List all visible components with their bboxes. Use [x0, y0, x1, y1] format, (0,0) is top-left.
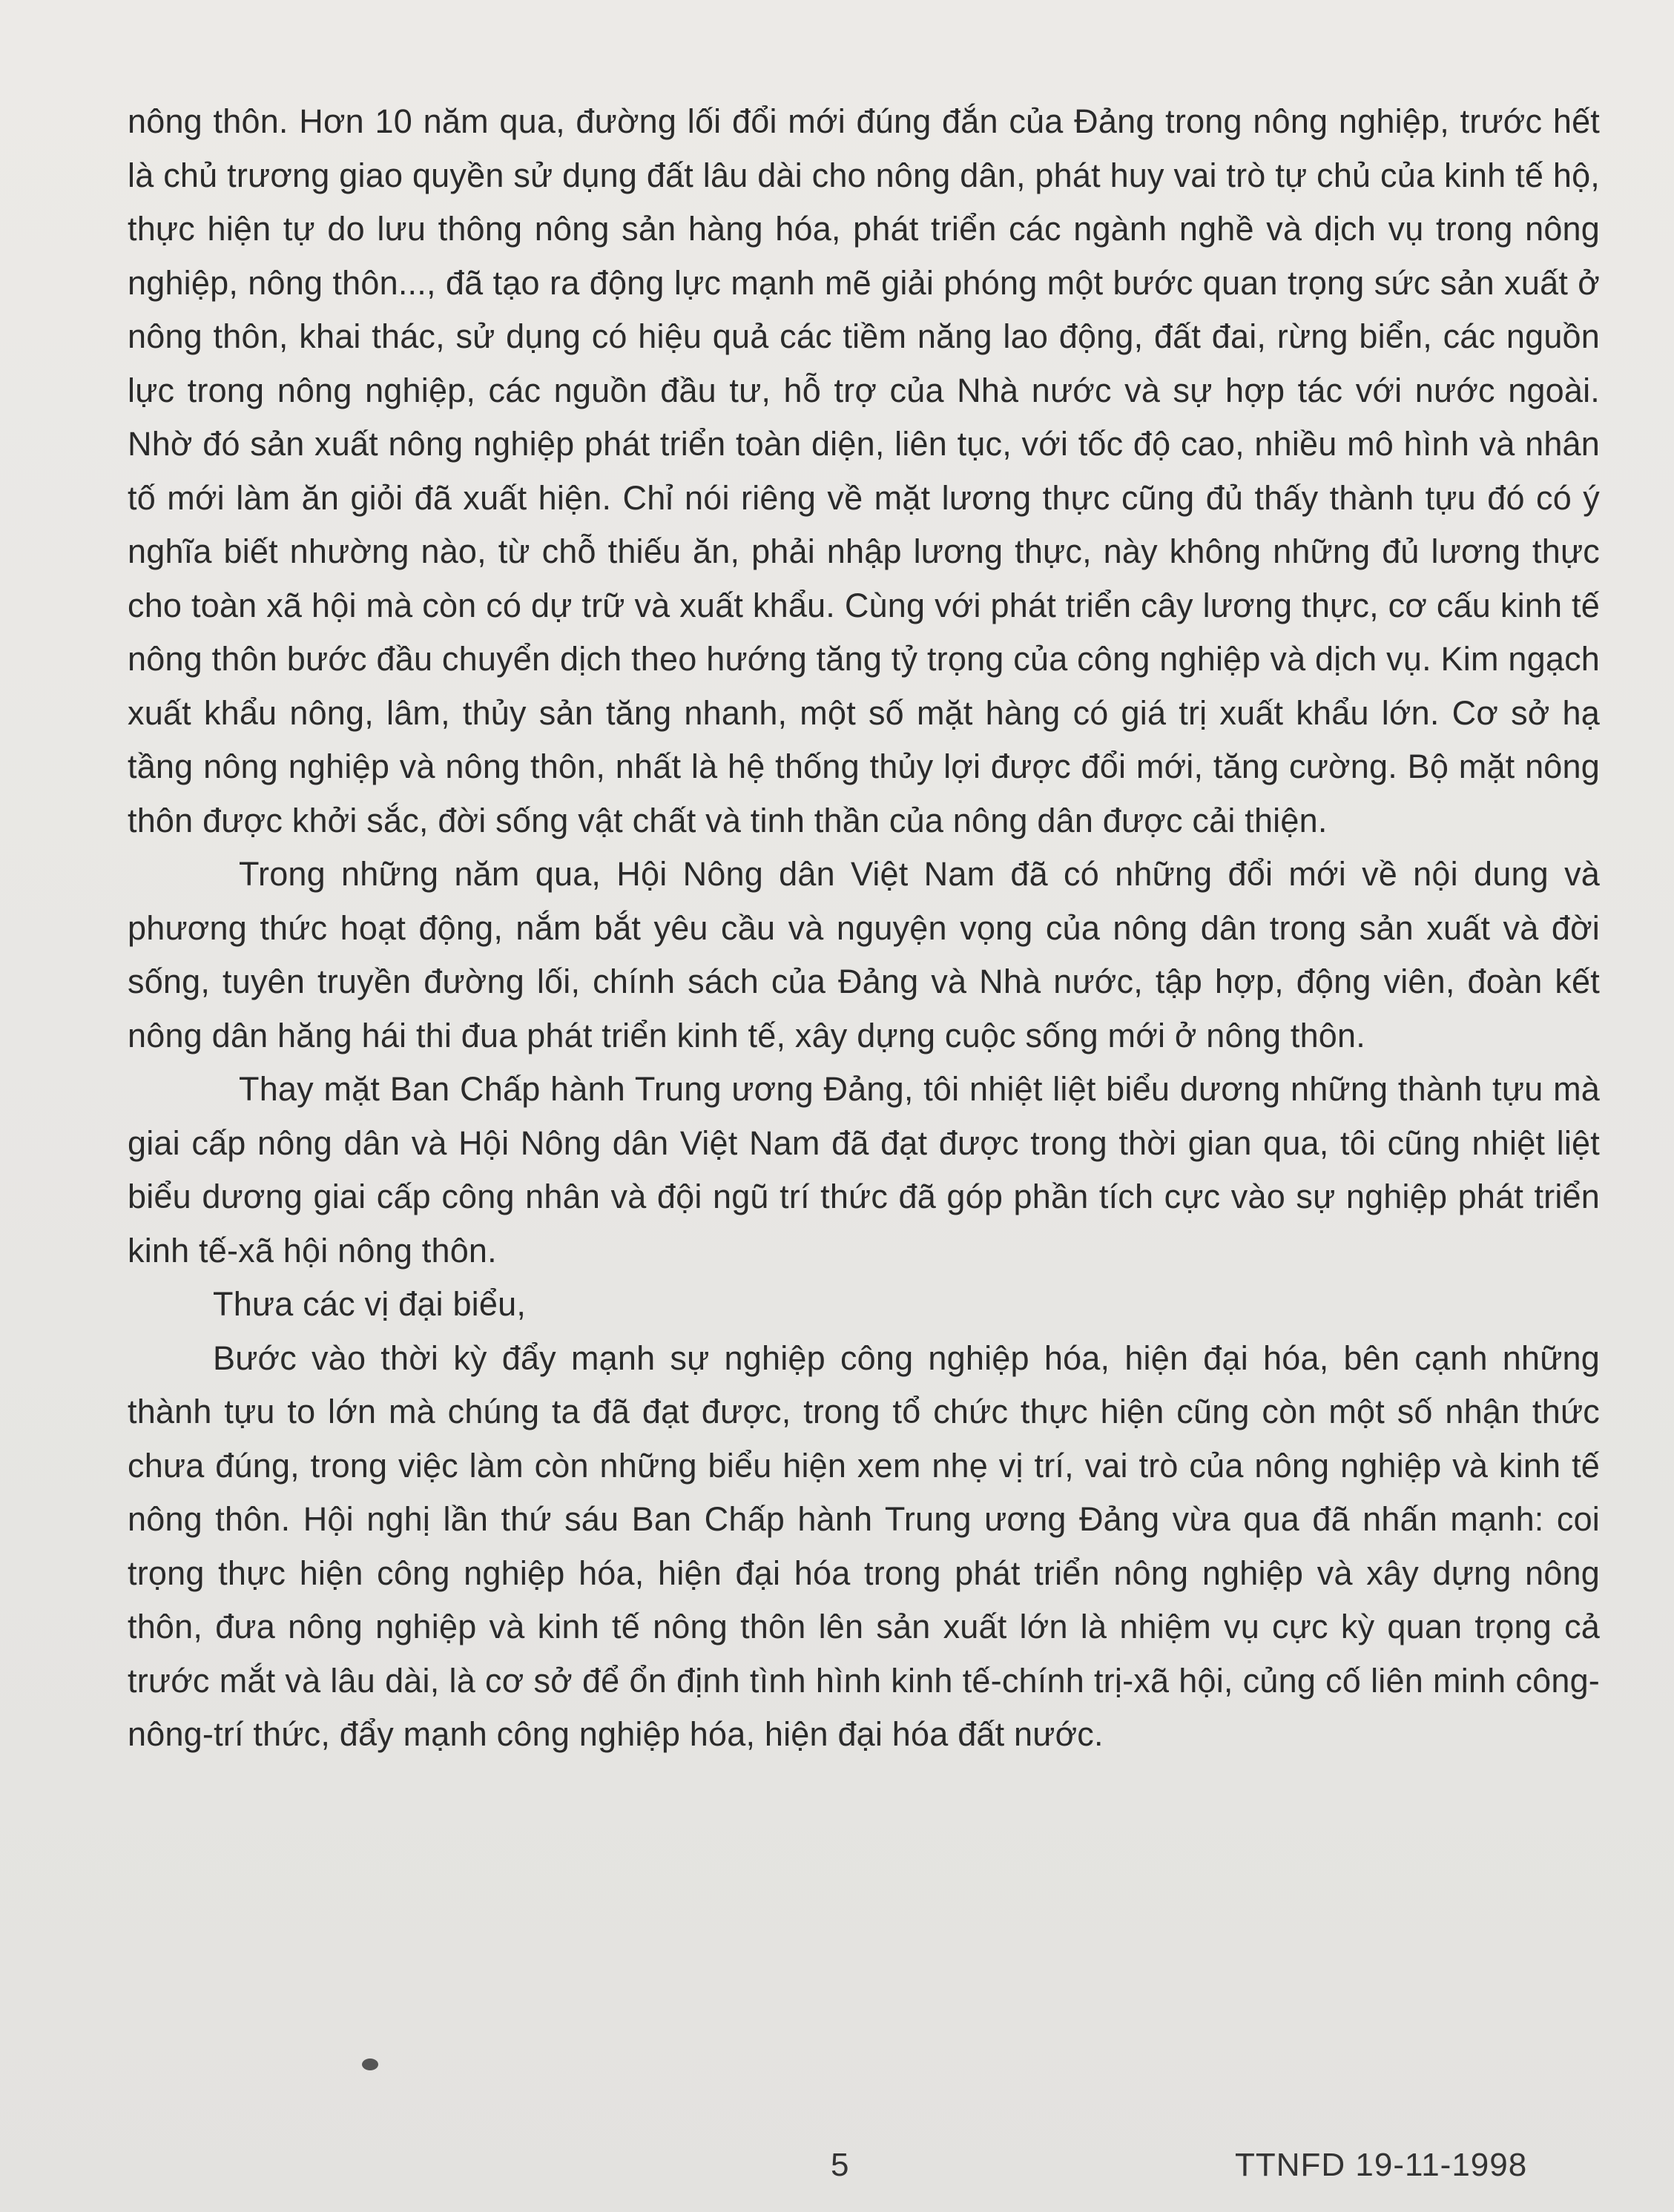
document-reference: TTNFD 19-11-1998 — [1235, 2147, 1528, 2183]
ink-speck — [362, 2059, 378, 2070]
paragraph-salutation: Thưa các vị đại biểu, — [213, 1285, 527, 1323]
page-number: 5 — [831, 2147, 849, 2183]
document-body — [128, 95, 1600, 1762]
paragraph-farmers-association: Trong những năm qua, Hội Nông dân Việt Nam đã có những đổi mới về nội dung và phương thức hoạt động, nắm bắt yêu cầu và nguyện vọng của nông dân trong sản xuất và đời sống, tuyên truyền đường lối, chính sách của Đảng và Nhà nước, tập hợp, động viên, đoàn kết nông dân hăng hái thi đua phát triển kinh tế, xây dựng cuộc sống mới ở nông thôn. — [128, 855, 1600, 1054]
paragraph-industrialization: Bước vào thời kỳ đẩy mạnh sự nghiệp công nghiệp hóa, hiện đại hóa, bên cạnh những thành tựu to lớn mà chúng ta đã đạt được, trong tổ chức thực hiện cũng còn một số nhận thức chưa đúng, trong việc làm còn những biểu hiện xem nhẹ vị trí, vai trò của nông nghiệp và kinh tế nông thôn. Hội nghị lần thứ sáu Ban Chấp hành Trung ương Đảng vừa qua đã nhấn mạnh: coi trọng thực hiện công nghiệp hóa, hiện đại hóa trong phát triển nông nghiệp và xây dựng nông thôn, đưa nông nghiệp và kinh tế nông thôn lên sản xuất lớn là nhiệm vụ cực kỳ quan trọng cả trước mắt và lâu dài, là cơ sở để ổn định tình hình kinh tế-chính trị-xã hội, củng cố liên minh công-nông-trí thức, đẩy mạnh công nghiệp hóa, hiện đại hóa đất nước. — [128, 1338, 1600, 1753]
paragraph-agriculture-achievements: nông thôn. Hơn 10 năm qua, đường lối đổi mới đúng đắn của Đảng trong nông nghiệp, trước hết là chủ trương giao quyền sử dụng đất lâu dài cho nông dân, phát huy vai trò tự chủ của kinh tế hộ, thực hiện tự do lưu thông nông sản hàng hóa, phát triển các ngành nghề và dịch vụ trong nông nghiệp, nông thôn..., đã tạo ra động lực mạnh mẽ giải phóng một bước quan trọng sức sản xuất ở nông thôn, khai thác, sử dụng có hiệu quả các tiềm năng lao động, đất đai, rừng biển, các nguồn lực trong nông nghiệp, các nguồn đầu tư, hỗ trợ của Nhà nước và sự hợp tác với nước ngoài. Nhờ đó sản xuất nông nghiệp phát triển toàn diện, liên tục, với tốc độ cao, nhiều mô hình và nhân tố mới làm ăn giỏi đã xuất hiện. Chỉ nói riêng về mặt lương thực cũng đủ thấy thành tựu đó có ý nghĩa biết nhường nào, từ chỗ thiếu ăn, phải nhập lương thực, này không những đủ lương thực cho toàn xã hội mà còn có dự trữ và xuất khẩu. Cùng với phát triển cây lương thực, cơ cấu kinh tế nông thôn bước đầu chuyển dịch theo hướng tăng tỷ trọng của công nghiệp và dịch vụ. Kim ngạch xuất khẩu nông, lâm, thủy sản tăng nhanh, một số mặt hàng có giá trị xuất khẩu lớn. Cơ sở hạ tầng nông nghiệp và nông thôn, nhất là hệ thống thủy lợi được đổi mới, tăng cường. Bộ mặt nông thôn được khởi sắc, đời sống vật chất và tinh thần của nông dân được cải thiện. — [128, 102, 1600, 839]
paragraph-commendation: Thay mặt Ban Chấp hành Trung ương Đảng, tôi nhiệt liệt biểu dương những thành tựu mà giai cấp nông dân và Hội Nông dân Việt Nam đã đạt được trong thời gian qua, tôi cũng nhiệt liệt biểu dương giai cấp công nhân và đội ngũ trí thức đã góp phần tích cực vào sự nghiệp phát triển kinh tế-xã hội nông thôn. — [128, 1070, 1600, 1270]
